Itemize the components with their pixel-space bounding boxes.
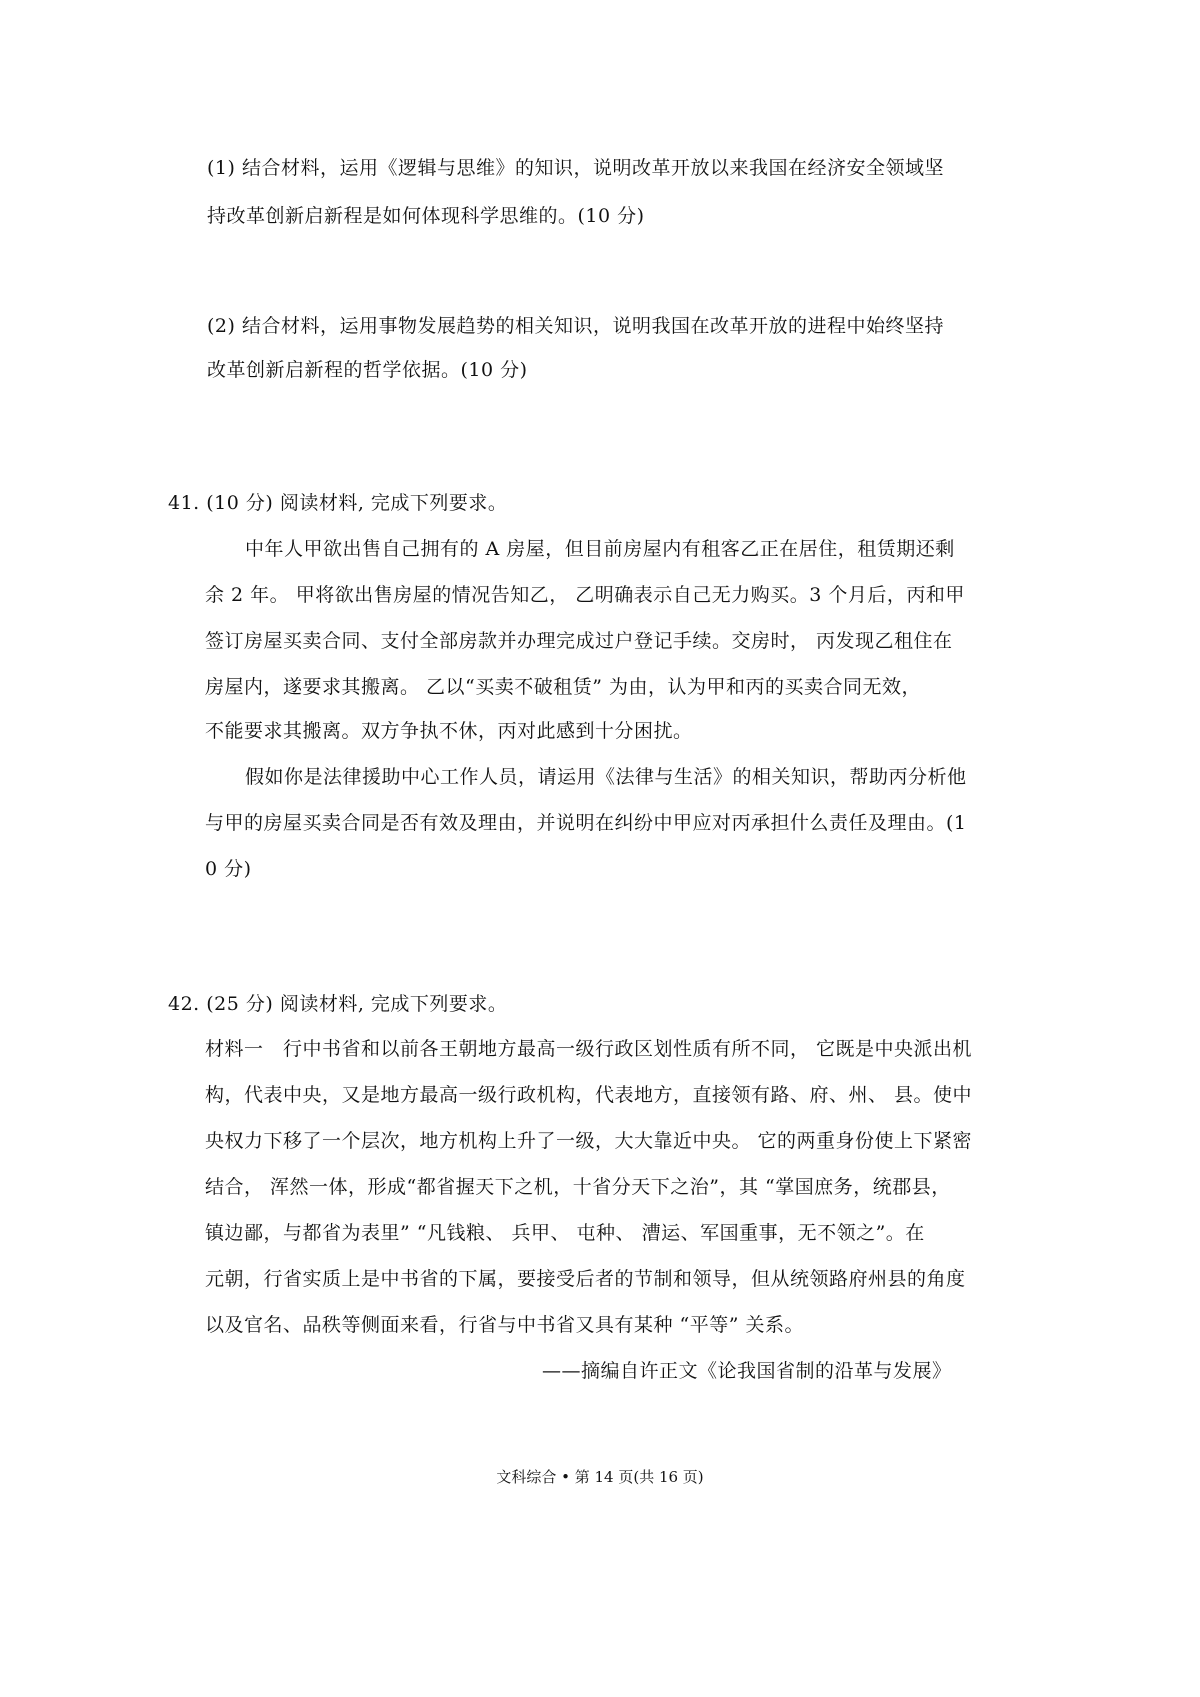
q42-material1-line: 央权力下移了一个层次，地方机构上升了一级，大大靠近中央。 它的两重身份使上下紧密 xyxy=(205,1130,973,1152)
q42-material1-line: 元朝，行省实质上是中书省的下属，要接受后者的节制和领导，但从统领路府州县的角度 xyxy=(205,1268,966,1290)
q41-para1-line: 不能要求其搬离。双方争执不休，丙对此感到十分困扰。 xyxy=(205,720,693,742)
q40-part1-line2: 持改革创新启新程是如何体现科学思维的。(10 分) xyxy=(207,205,645,227)
q42-material1-line: 以及官名、品秩等侧面来看，行省与中书省又具有某种 “平等” 关系。 xyxy=(205,1314,805,1336)
q41-header: 41. (10 分) 阅读材料, 完成下列要求。 xyxy=(168,492,508,514)
q42-source-citation: ——摘编自许正文《论我国省制的沿革与发展》 xyxy=(542,1360,952,1382)
q41-para1-line: 余 2 年。 甲将欲出售房屋的情况告知乙， 乙明确表示自己无力购买。3 个月后，丙和甲 xyxy=(205,584,965,606)
q40-part1-line1: (1) 结合材料，运用《逻辑与思维》的知识，说明改革开放以来我国在经济安全领域坚 xyxy=(207,157,944,179)
q41-para2-line: 与甲的房屋买卖合同是否有效及理由，并说明在纠纷中甲应对丙承担什么责任及理由。(1 xyxy=(205,812,967,834)
q40-part2-line2: 改革创新启新程的哲学依据。(10 分) xyxy=(207,359,528,381)
q42-material1-line: 构，代表中央，又是地方最高一级行政机构，代表地方，直接领有路、府、州、 县。使中 xyxy=(205,1084,973,1106)
page-footer: 文科综合 • 第 14 页(共 16 页) xyxy=(496,1468,704,1486)
q41-para2-line: 假如你是法律援助中心工作人员，请运用《法律与生活》的相关知识，帮助丙分析他 xyxy=(245,766,967,788)
q41-para1-line: 中年人甲欲出售自己拥有的 A 房屋，但目前房屋内有租客乙正在居住，租赁期还剩 xyxy=(245,538,955,560)
q42-header: 42. (25 分) 阅读材料, 完成下列要求。 xyxy=(168,993,508,1015)
q40-part2-line1: (2) 结合材料，运用事物发展趋势的相关知识，说明我国在改革开放的进程中始终坚持 xyxy=(207,315,944,337)
q42-material1-line: 结合， 浑然一体，形成“都省握天下之机，十省分天下之治”，其 “掌国庶务，统郡县， xyxy=(205,1176,951,1198)
q42-material1-line: 材料一 行中书省和以前各王朝地方最高一级行政区划性质有所不同， 它既是中央派出机 xyxy=(205,1038,973,1060)
q42-material1-line: 镇边鄙，与都省为表里” “凡钱粮、 兵甲、 屯种、 漕运、军国重事，无不领之”。在 xyxy=(205,1222,925,1244)
q41-para2-line: 0 分) xyxy=(205,858,252,880)
q41-para1-line: 房屋内，遂要求其搬离。 乙以“买卖不破租赁” 为由，认为甲和丙的买卖合同无效， xyxy=(205,676,922,698)
q41-para1-line: 签订房屋买卖合同、支付全部房款并办理完成过户登记手续。交房时， 丙发现乙租住在 xyxy=(205,630,953,652)
